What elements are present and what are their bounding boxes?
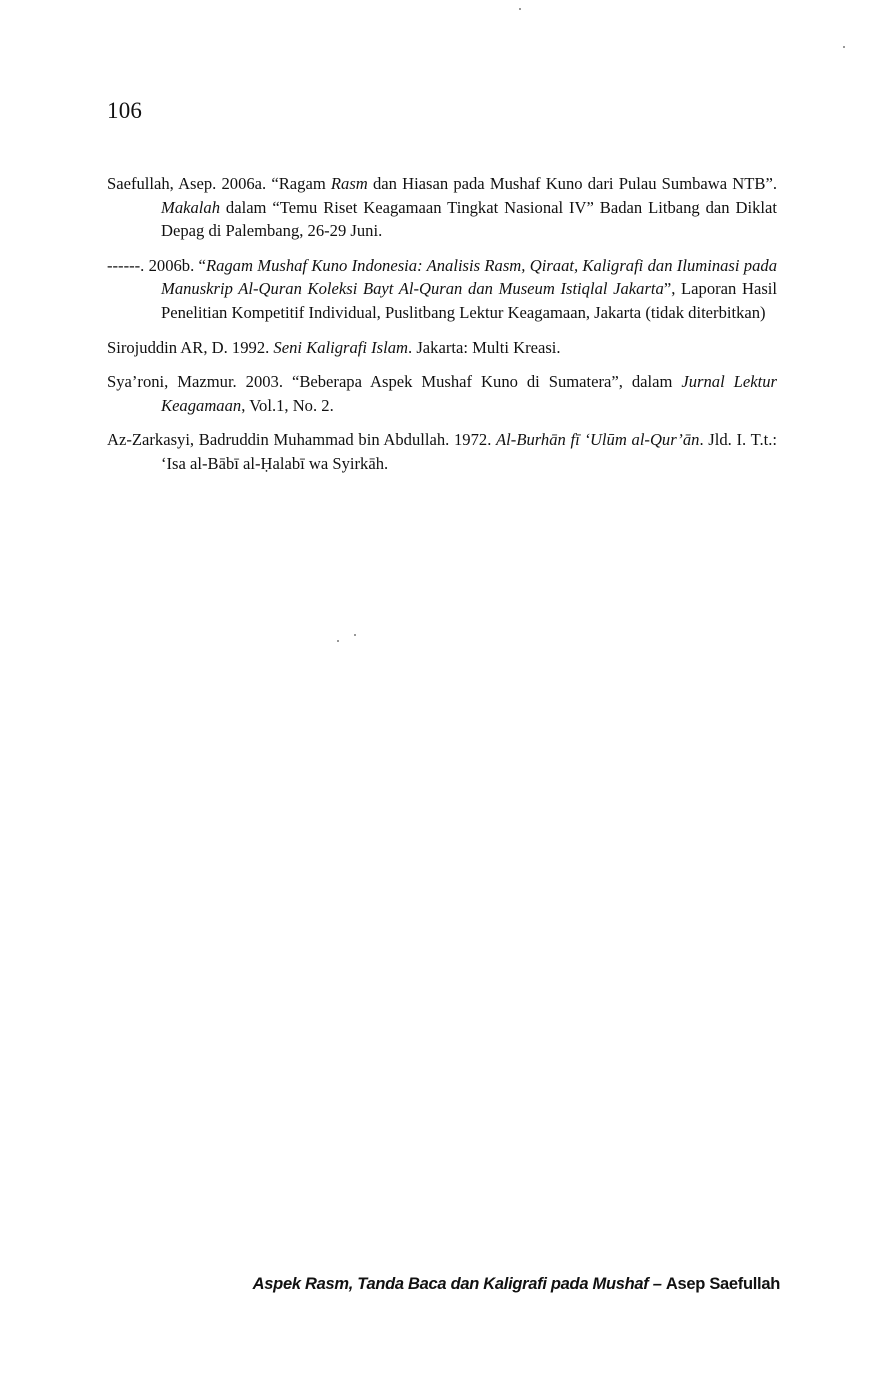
reference-text: ”, Laporan Hasil Penelitian Kompetitif Individual, Puslitbang Lektur Keagamaan, Jakarta (tidak diterbitkan) bbox=[161, 279, 777, 322]
reference-entry bbox=[107, 336, 777, 360]
reference-entry bbox=[107, 172, 777, 243]
reference-title-italic: Makalah bbox=[161, 197, 220, 217]
reference-title-italic: Al-Burhān fī ‘Ulūm al-Qur’ān bbox=[496, 430, 700, 450]
scan-speck bbox=[337, 640, 339, 642]
reference-text: Az-Zarkasyi, Badruddin Muhammad bin Abdullah. 1972. bbox=[107, 430, 497, 450]
footer-title: Aspek Rasm, Tanda Baca dan Kaligrafi pada Mushaf bbox=[252, 1275, 649, 1293]
reference-title-italic: Seni Kaligrafi Islam bbox=[273, 337, 409, 357]
running-footer bbox=[253, 1273, 780, 1295]
reference-title-italic: Rasm bbox=[330, 174, 368, 193]
reference-text: Sirojuddin AR, D. 1992. bbox=[107, 337, 274, 357]
footer-author: Asep Saefullah bbox=[665, 1275, 780, 1293]
reference-list bbox=[107, 172, 777, 487]
reference-title-italic: Ragam Mushaf Kuno Indonesia: Analisis Rasm, Qiraat, Kaligrafi dan Iluminasi pada Manuskrip Al-Quran Koleksi Bayt Al-Quran dan Museum Istiqlal Jakarta bbox=[161, 255, 777, 299]
reference-text: . Jakarta: Multi Kreasi. bbox=[408, 337, 561, 357]
page-number: 106 bbox=[107, 98, 143, 123]
scan-speck bbox=[519, 8, 521, 10]
scan-speck bbox=[843, 46, 845, 48]
footer-separator: – bbox=[648, 1275, 666, 1293]
reference-text: Sya’roni, Mazmur. 2003. “Beberapa Aspek Mushaf Kuno di Sumatera”, dalam bbox=[107, 372, 682, 392]
scan-speck bbox=[354, 634, 356, 636]
reference-text: dan Hiasan pada Mushaf Kuno dari Pulau Sumbawa NTB”. bbox=[367, 174, 777, 193]
reference-text: , Vol.1, No. 2. bbox=[241, 395, 334, 415]
reference-entry bbox=[107, 254, 777, 325]
reference-text: . Jld. I. T.t.: ‘Isa al-Bābī al-Ḥalabī wa Syirkāh. bbox=[161, 430, 777, 473]
reference-text: ------. 2006b. “ bbox=[107, 255, 206, 275]
reference-text: Saefullah, Asep. 2006a. “Ragam bbox=[107, 174, 331, 193]
reference-entry bbox=[107, 370, 777, 417]
reference-entry bbox=[107, 428, 777, 475]
reference-title-italic: Jurnal Lektur Keagamaan bbox=[161, 372, 777, 415]
reference-text: dalam “Temu Riset Keagamaan Tingkat Nasional IV” Badan Litbang dan Diklat Depag di Palembang, 26-29 Juni. bbox=[161, 197, 777, 241]
